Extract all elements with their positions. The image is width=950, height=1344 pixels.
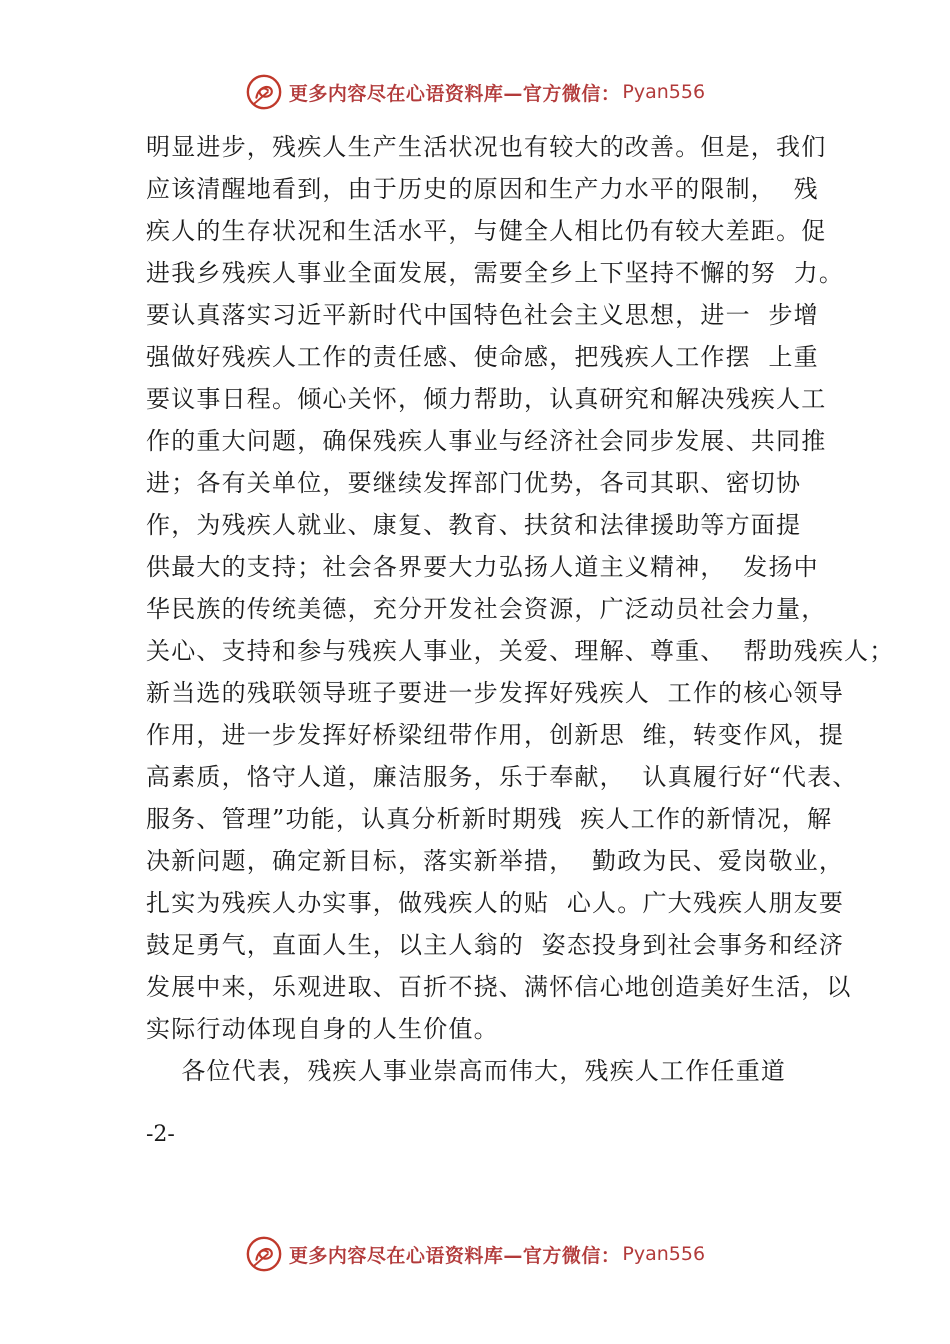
body-line: 进我乡残疾人事业全面发展，需要全乡上下坚持不懈的努 力。: [146, 259, 845, 287]
footer-banner: [0, 1232, 950, 1276]
body-line: 高素质，恪守人道，廉洁服务，乐于奉献， 认真履行好“代表、: [146, 763, 858, 791]
body-line: 作用，进一步发挥好桥梁纽带作用，创新思 维，转变作风，提: [146, 721, 845, 749]
body-line: 新当选的残联领导班子要进一步发挥好残疾人 工作的核心领导: [146, 679, 845, 707]
page-number: -2-: [146, 1122, 175, 1147]
body-line: 关心、支持和参与残疾人事业，关爱、理解、尊重、 帮助残疾人；: [146, 637, 895, 665]
body-line: 华民族的传统美德，充分开发社会资源，广泛动员社会力量，: [146, 595, 827, 623]
body-line: 明显进步，残疾人生产生活状况也有较大的改善。但是，我们: [146, 133, 827, 161]
body-line: 实际行动体现自身的人生价值。: [146, 1015, 499, 1043]
body-line: 进；各有关单位，要继续发挥部门优势，各司其职、密切协: [146, 469, 802, 497]
body-line: 作的重大问题，确保残疾人事业与经济社会同步发展、共同推: [146, 427, 827, 455]
body-line: 鼓足勇气，直面人生，以主人翁的 姿态投身到社会事务和经济: [146, 931, 845, 959]
body-line: 要认真落实习近平新时代中国特色社会主义思想，进一 步增: [146, 301, 819, 329]
body-line: 扎实为残疾人办实事，做残疾人的贴 心人。广大残疾人朋友要: [146, 889, 845, 917]
footer-banner-text: 更多内容尽在心语资料库—官方微信：: [288, 1244, 621, 1267]
body-line: 各位代表，残疾人事业崇高而伟大，残疾人工作任重道: [146, 1057, 787, 1085]
rose-logo-icon: [245, 1235, 283, 1273]
body-line: 服务、管理”功能，认真分析新时期残 疾人工作的新情况，解: [146, 805, 833, 833]
header-banner-text: 更多内容尽在心语资料库—官方微信：: [288, 82, 621, 105]
body-line: 发展中来，乐观进取、百折不挠、满怀信心地创造美好生活，以: [146, 973, 852, 1001]
body-line: 供最大的支持；社会各界要大力弘扬人道主义精神， 发扬中: [146, 553, 819, 581]
body-line: 疾人的生存状况和生活水平，与健全人相比仍有较大差距。促: [146, 217, 827, 245]
footer-banner-id: Pyan556: [622, 1243, 706, 1265]
rose-logo-icon: [245, 73, 283, 111]
document-body: [146, 126, 895, 1092]
body-line: 决新问题，确定新目标，落实新举措， 勤政为民、爱岗敬业，: [146, 847, 845, 875]
body-line: 要议事日程。倾心关怀，倾力帮助，认真研究和解决残疾人工: [146, 385, 827, 413]
body-line: 作，为残疾人就业、康复、教育、扶贫和法律援助等方面提: [146, 511, 802, 539]
body-line: 应该清醒地看到，由于历史的原因和生产力水平的限制， 残: [146, 175, 819, 203]
header-banner: [0, 70, 950, 114]
header-banner-id: Pyan556: [622, 81, 706, 103]
body-line: 强做好残疾人工作的责任感、使命感，把残疾人工作摆 上重: [146, 343, 819, 371]
